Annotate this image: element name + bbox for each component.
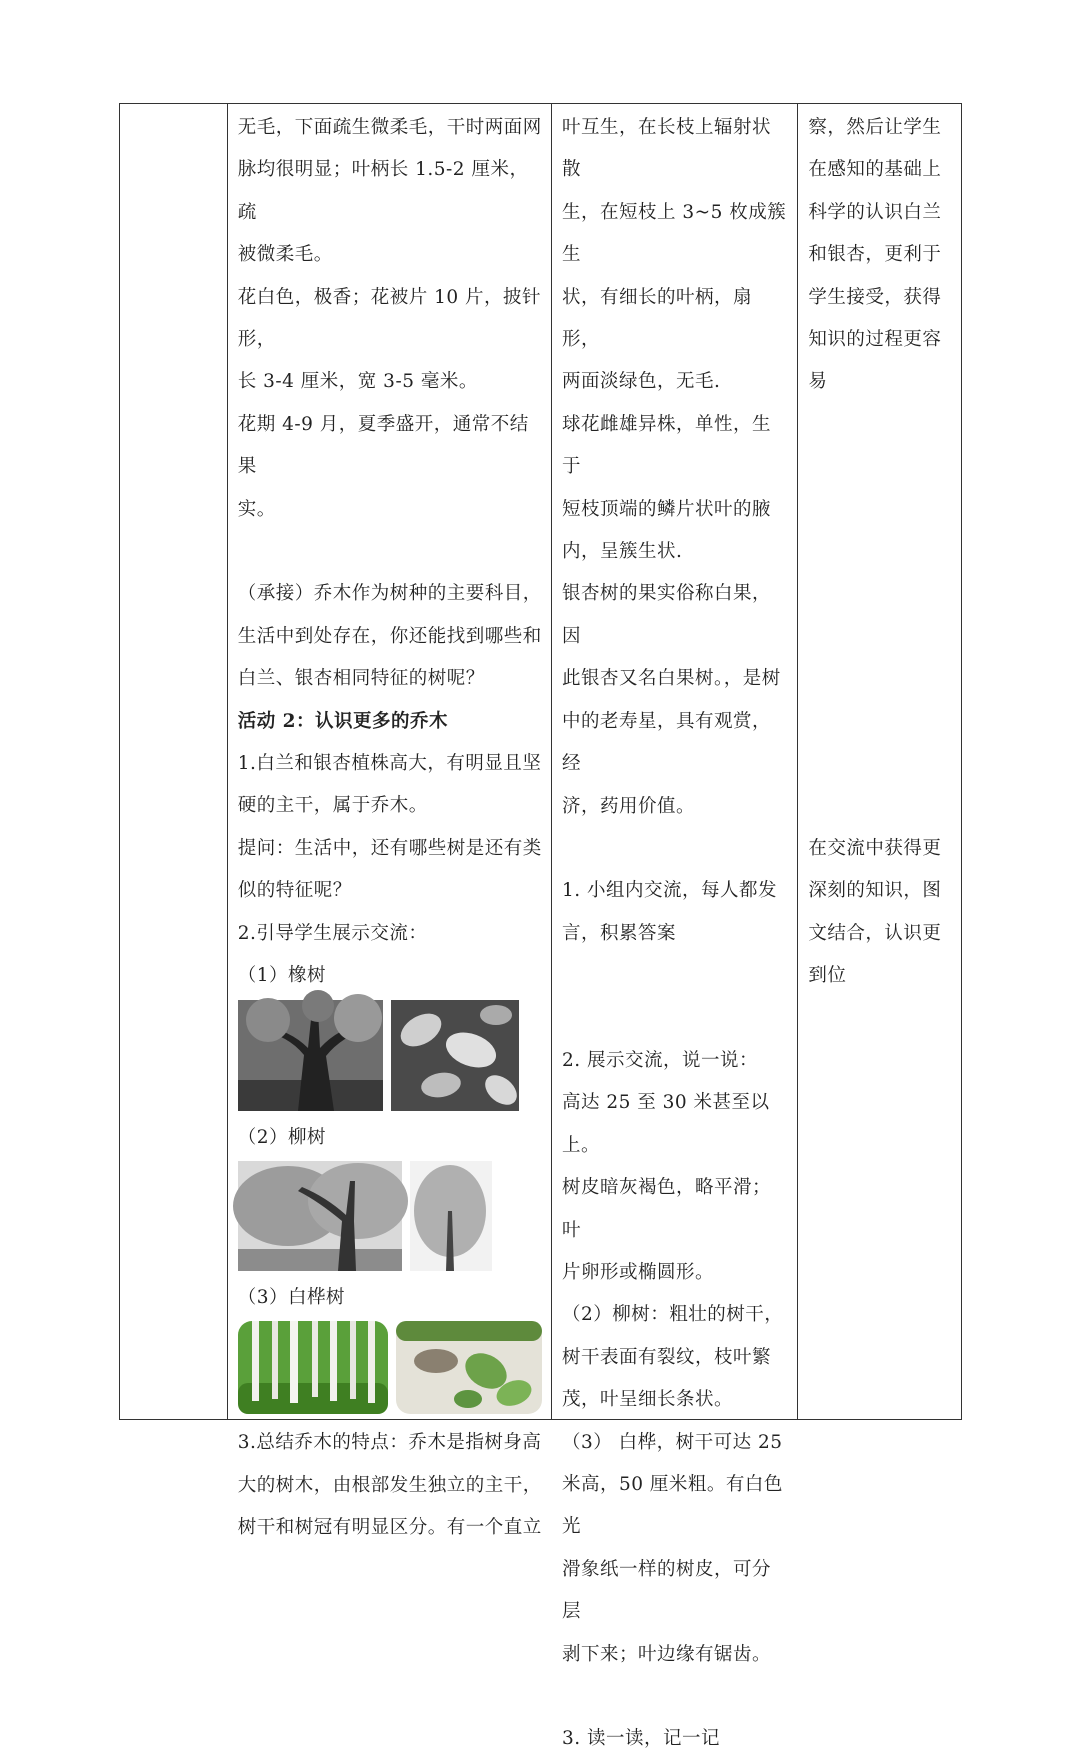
birch-leaves-photo [396, 1321, 542, 1414]
willow-images [238, 1161, 543, 1271]
text-line: 树皮暗灰褐色，略平滑；叶 [561, 1177, 771, 1241]
text-line: 1.白兰和银杏植株高大，有明显且坚 [237, 753, 542, 775]
text-line: 生活中到处存在，你还能找到哪些和 [237, 625, 542, 647]
text-line: 长 3-4 厘米，宽 3-5 毫米。 [237, 371, 478, 393]
text-line: 白兰、银杏相同特征的树呢？ [237, 668, 485, 690]
willow-tree-photo [238, 1161, 402, 1271]
text-line: 知识的过程更容 [808, 329, 942, 351]
text-line: 似的特征呢？ [237, 880, 352, 902]
lesson-table [119, 103, 962, 1750]
willow-label: （2）柳树 [237, 1126, 327, 1148]
text-line: 叶互生，在长枝上辐射状散 [561, 117, 771, 181]
summary-text [238, 1422, 543, 1549]
text-line: 硬的主干，属于乔木。 [237, 795, 428, 817]
table-column-student-activity [552, 104, 798, 1750]
willow-single-photo [410, 1161, 492, 1271]
text-line: 实。 [237, 498, 276, 520]
text-line: 提问：生活中，还有哪些树是还有类 [237, 837, 542, 859]
oak-leaves-photo [391, 1000, 519, 1111]
table-column-design-intent [798, 104, 961, 1419]
text-line: 银杏树的果实俗称白果，因 [561, 583, 771, 647]
text-line: 2. 展示交流，说一说： [561, 1049, 758, 1071]
design-intent-2 [808, 828, 953, 998]
text-line: 和银杏，更利于 [808, 244, 942, 266]
birch-images [238, 1321, 543, 1414]
text-line: 1. 小组内交流，每人都发 [561, 880, 777, 902]
text-line: （承接）乔木作为树种的主要科目， [237, 583, 542, 605]
transition-question [238, 573, 543, 700]
text-line: 米高，50 厘米粗。有白色光 [561, 1473, 783, 1538]
text-line: 文结合，认识更 [808, 922, 942, 944]
birch-forest-photo [238, 1321, 388, 1414]
text-line: 短枝顶端的鳞片状叶的腋 [561, 498, 771, 520]
text-line: 滑象纸一样的树皮，可分层 [561, 1558, 771, 1623]
text-line: 两面淡绿色，无毛. [561, 371, 721, 393]
text-line: 内，呈簇生状. [561, 541, 683, 563]
table-column-stage [120, 104, 228, 1419]
text-line: 此银杏又名白果树。，是树 [561, 668, 781, 690]
text-line: 易 [808, 371, 828, 393]
group-discussion [562, 870, 789, 955]
design-intent-1 [808, 107, 953, 404]
text-line: 察，然后让学生 [808, 117, 942, 138]
oak-tree-photo [238, 1000, 383, 1111]
text-line: 无毛，下面疏生微柔毛，干时两面网 [237, 117, 542, 138]
text-line: 2.引导学生展示交流： [237, 922, 428, 944]
text-line: 花期 4-9 月，夏季盛开，通常不结果 [237, 413, 529, 478]
table-column-teacher-activity [228, 104, 552, 1539]
ginkgo-description [562, 107, 789, 828]
birch-label: （3）白桦树 [237, 1286, 346, 1308]
text-line: 3. 读一读，记一记 [561, 1728, 720, 1750]
text-line: 树干表面有裂纹，枝叶繁 [561, 1346, 771, 1368]
text-line: 在感知的基础上 [808, 159, 942, 181]
text-line: 到位 [808, 965, 847, 987]
text-line: 言，积累答案 [561, 922, 676, 944]
text-line: （2）柳树：粗壮的树干， [561, 1304, 784, 1326]
text-line: 被微柔毛。 [237, 244, 333, 266]
text-line: （3） 白桦，树干可达 25 [561, 1431, 783, 1453]
text-line: 脉均很明显；叶柄长 1.5-2 厘米，疏 [237, 159, 529, 223]
text-line: 剥下来；叶边缘有锯齿。 [561, 1643, 771, 1665]
text-line: 深刻的知识，图 [808, 880, 942, 902]
magnolia-description [238, 107, 543, 531]
text-line: 科学的认识白兰 [808, 201, 942, 223]
text-line: 大的树木，由根部发生独立的主干， [237, 1474, 542, 1496]
text-line: 济，药用价值。 [561, 795, 695, 817]
share-discussion [562, 1040, 789, 1676]
activity-title: 活动 2：认识更多的乔木 [237, 710, 449, 732]
oak-label: （1）橡树 [237, 965, 327, 987]
text-line: 树干和树冠有明显区分。有一个直立 [237, 1517, 542, 1539]
text-line: 生，在短枝上 3~5 枚成簇生 [561, 201, 787, 266]
text-line: 3.总结乔木的特点：乔木是指树身高 [237, 1432, 542, 1454]
text-line: 片卵形或椭圆形。 [561, 1261, 714, 1283]
text-line: 花白色，极香；花被片 10 片，披针形， [237, 286, 542, 351]
text-line: 状，有细长的叶柄，扇形， [561, 286, 752, 351]
text-line: 中的老寿星，具有观赏，经 [561, 710, 771, 775]
oak-images [238, 1000, 543, 1111]
text-line: 茂，叶呈细长条状。 [561, 1389, 733, 1411]
activity-steps [238, 743, 543, 997]
text-line: 球花雌雄异株，单性，生于 [561, 413, 771, 478]
text-line: 在交流中获得更 [808, 837, 942, 859]
text-line: 高达 25 至 30 米甚至以上。 [561, 1092, 770, 1156]
text-line: 学生接受，获得 [808, 286, 942, 308]
